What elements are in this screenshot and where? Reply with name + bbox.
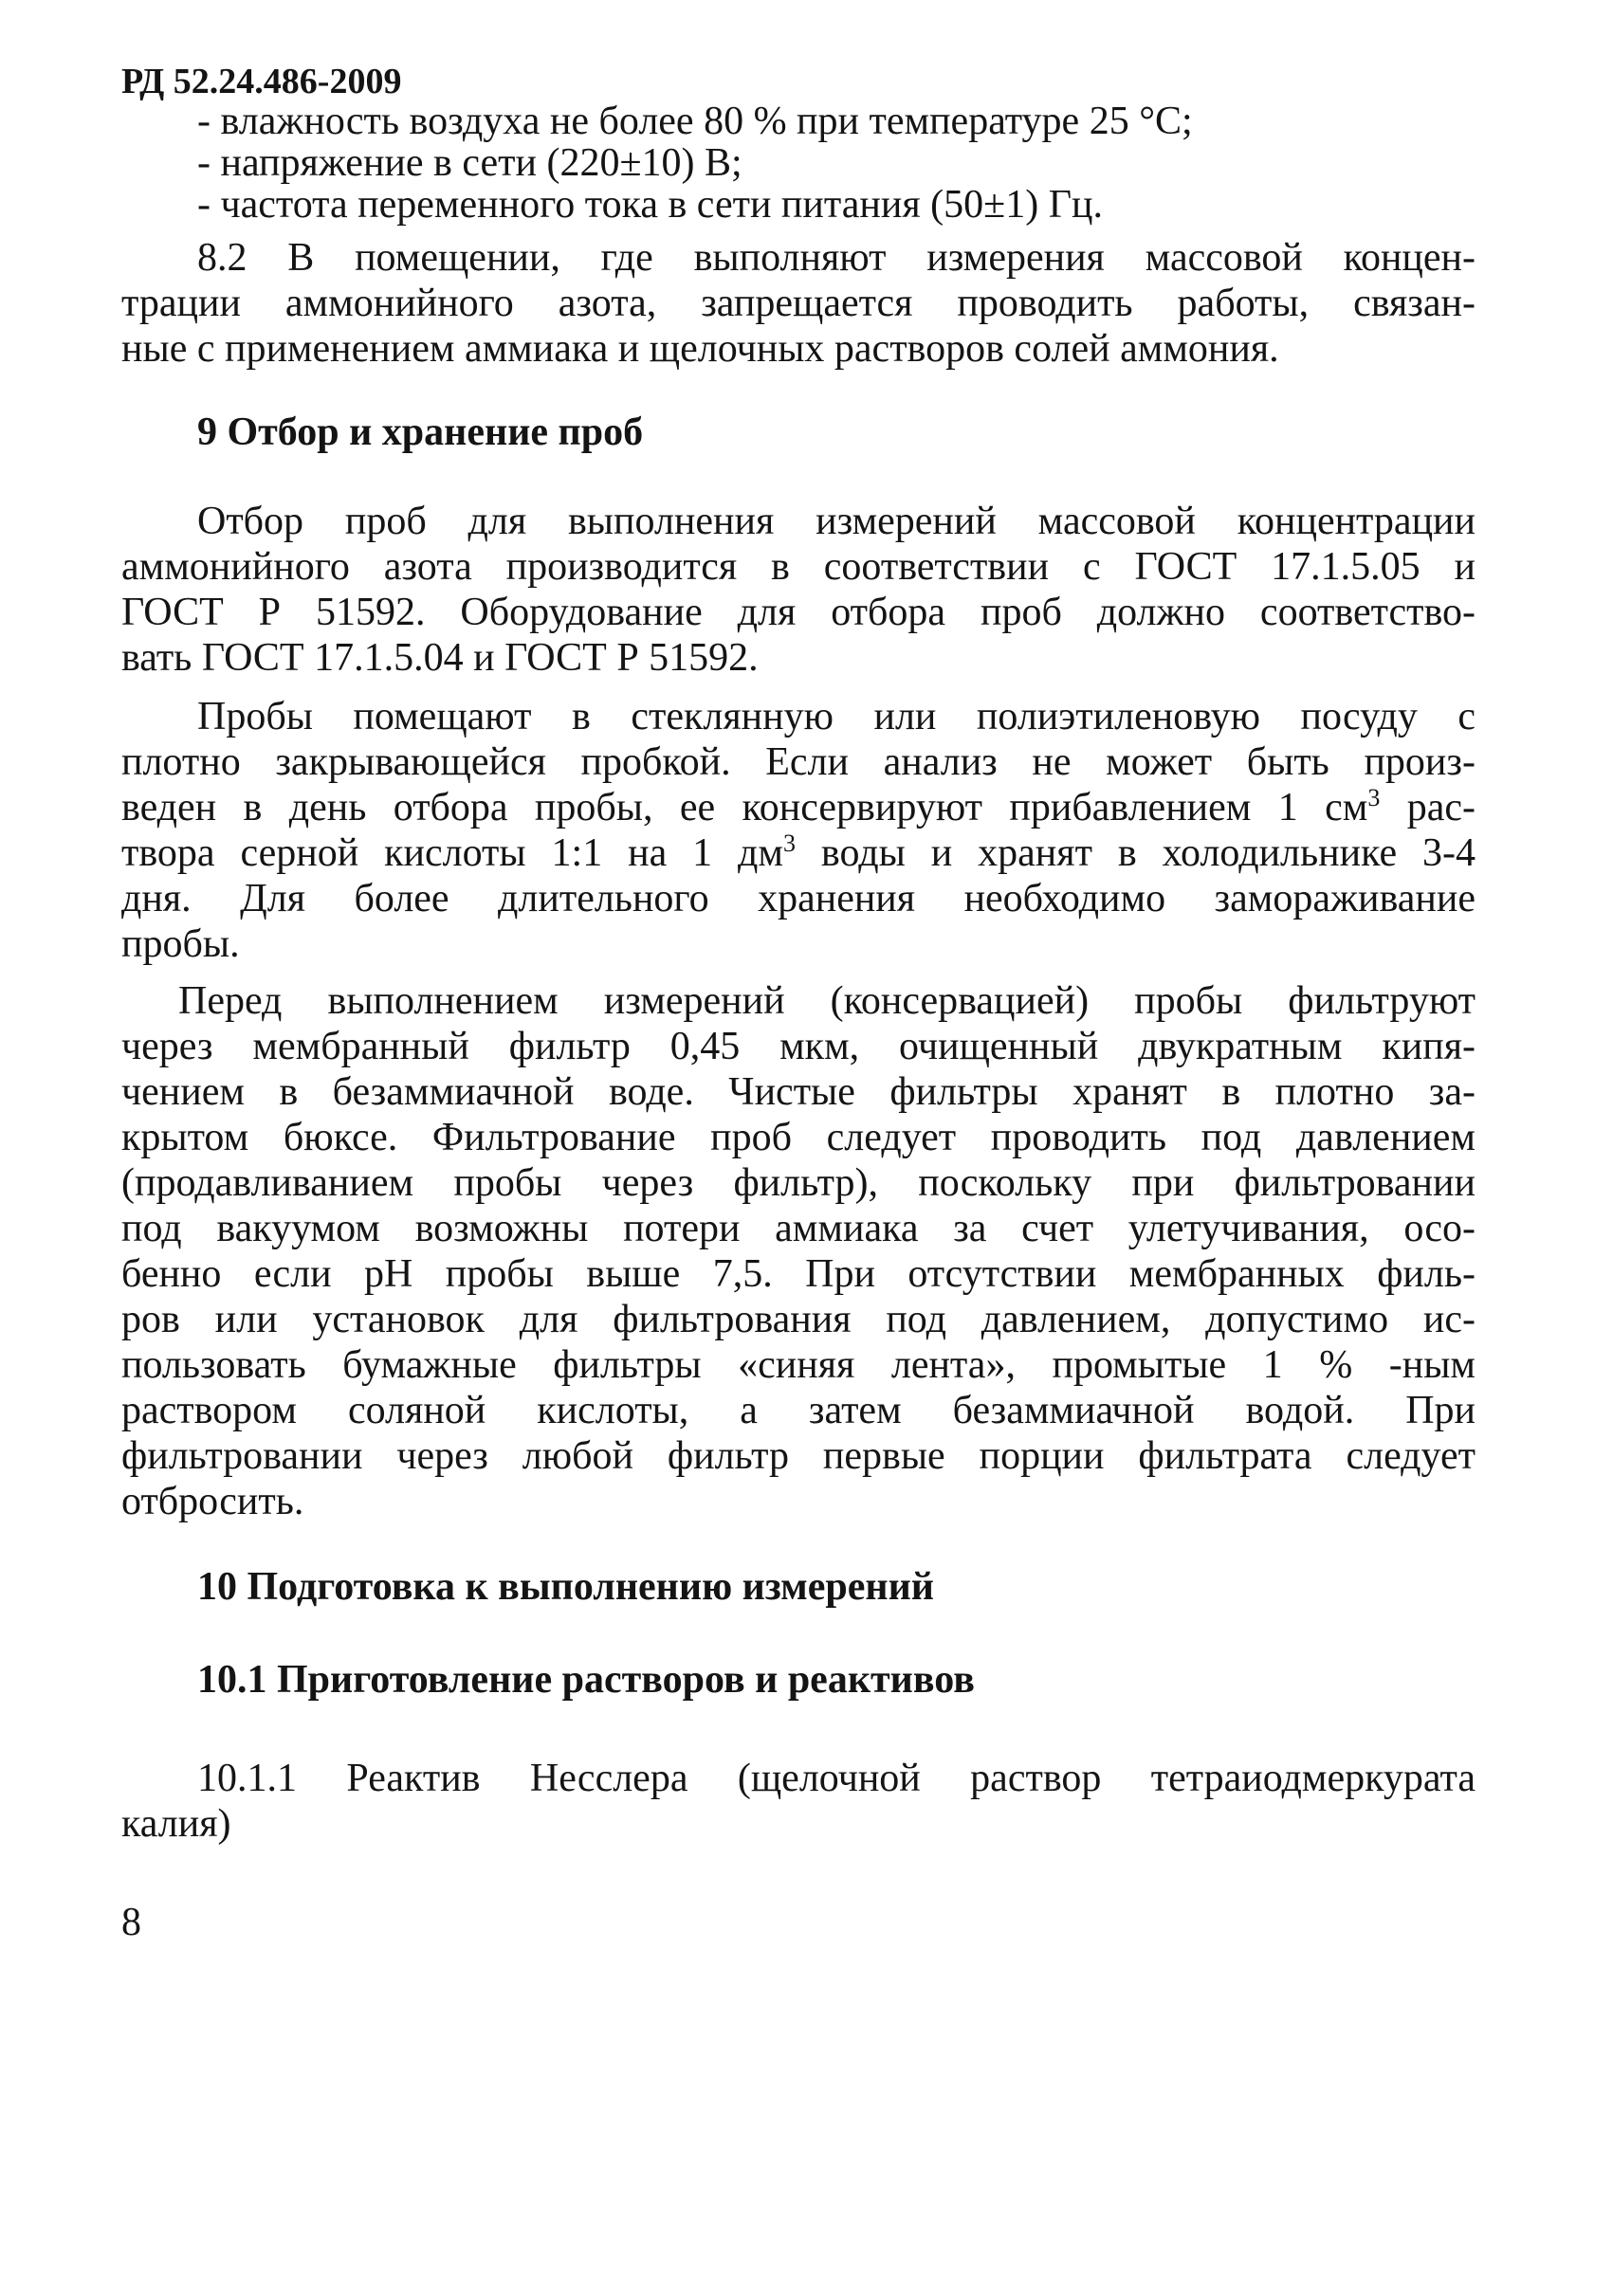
s9-p3-line-3: чением в безаммиачной воде. Чистые фильтры хранят в плотно за- — [121, 1070, 1476, 1114]
s9-p3-line-2: через мембранный фильтр 0,45 мкм, очищенный двукратным кипя- — [121, 1025, 1476, 1068]
s9-p3-line-4: крытом бюксе. Фильтрование проб следует проводить под давлением — [121, 1116, 1476, 1159]
p82-line-2: трации аммонийного азота, запрещается проводить работы, связан- — [121, 282, 1476, 325]
s9-p1-line-1: Отбор проб для выполнения измерений массовой концентрации — [197, 500, 1476, 543]
s9-p2-line-3-tail: рас- — [1380, 786, 1476, 829]
item-10-1-1-line-1: 10.1.1 Реактив Несслера (щелочной раствор тетраиодмеркурата — [197, 1757, 1476, 1800]
s9-p1-line-4: вать ГОСТ 17.1.5.04 и ГОСТ Р 51592. — [121, 636, 759, 680]
s9-p3-line-7: бенно если рН пробы выше 7,5. При отсутствии мембранных филь- — [121, 1252, 1476, 1296]
s9-p3-line-9: пользовать бумажные фильтры «синяя лента», промытые 1 % -ным — [121, 1343, 1476, 1387]
s9-p1-line-2: аммонийного азота производится в соответствии с ГОСТ 17.1.5.05 и — [121, 545, 1476, 589]
superscript-3: 3 — [1367, 784, 1381, 811]
s9-p3-line-12: отбросить. — [121, 1480, 304, 1523]
item-10-1-1-line-2: калия) — [121, 1802, 231, 1846]
document-code-header: РД 52.24.486-2009 — [121, 62, 402, 101]
s9-p3-line-8: ров или установок для фильтрования под давлением, допустимо ис- — [121, 1298, 1476, 1341]
s9-p2-line-6: пробы. — [121, 922, 240, 966]
s9-p2-line-4-tail: воды и хранят в холодильнике 3-4 — [796, 831, 1476, 875]
s9-p2-line-1: Пробы помещают в стеклянную или полиэтиленовую посуду с — [197, 695, 1476, 738]
p82-line-3: ные с применением аммиака и щелочных растворов солей аммония. — [121, 327, 1279, 371]
s9-p1-line-3: ГОСТ Р 51592. Оборудование для отбора проб должно соответство- — [121, 591, 1476, 634]
condition-humidity: - влажность воздуха не более 80 % при температуре 25 °С; — [197, 100, 1193, 143]
condition-frequency: - частота переменного тока в сети питания (50±1) Гц. — [197, 183, 1103, 227]
section-9-heading: 9 Отбор и хранение проб — [197, 410, 644, 454]
s9-p2-line-5: дня. Для более длительного хранения необходимо замораживание — [121, 877, 1476, 920]
p82-line-1: 8.2 В помещении, где выполняют измерения массовой концен- — [197, 236, 1476, 280]
s9-p2-line-3-text: веден в день отбора пробы, ее консервируют прибавлением 1 см — [121, 786, 1368, 829]
section-10-1-heading: 10.1 Приготовление растворов и реактивов — [197, 1658, 975, 1702]
page-number: 8 — [121, 1901, 141, 1944]
s9-p3-line-10: раствором соляной кислоты, а затем безаммиачной водой. При — [121, 1389, 1476, 1432]
s9-p2-line-2: плотно закрывающейся пробкой. Если анализ не может быть произ- — [121, 740, 1476, 784]
s9-p3-line-11: фильтровании через любой фильтр первые порции фильтрата следует — [121, 1434, 1476, 1478]
section-10-heading: 10 Подготовка к выполнению измерений — [197, 1565, 934, 1609]
s9-p2-line-4-text: твора серной кислоты 1:1 на 1 дм — [121, 831, 784, 875]
s9-p3-line-6: под вакуумом возможны потери аммиака за счет улетучивания, осо- — [121, 1207, 1476, 1250]
condition-voltage: - напряжение в сети (220±10) В; — [197, 141, 742, 185]
s9-p3-line-1: Перед выполнением измерений (консервацией) пробы фильтруют — [178, 979, 1476, 1023]
s9-p3-line-5: (продавливанием пробы через фильтр), поскольку при фильтровании — [121, 1161, 1476, 1205]
superscript-3: 3 — [783, 829, 797, 857]
